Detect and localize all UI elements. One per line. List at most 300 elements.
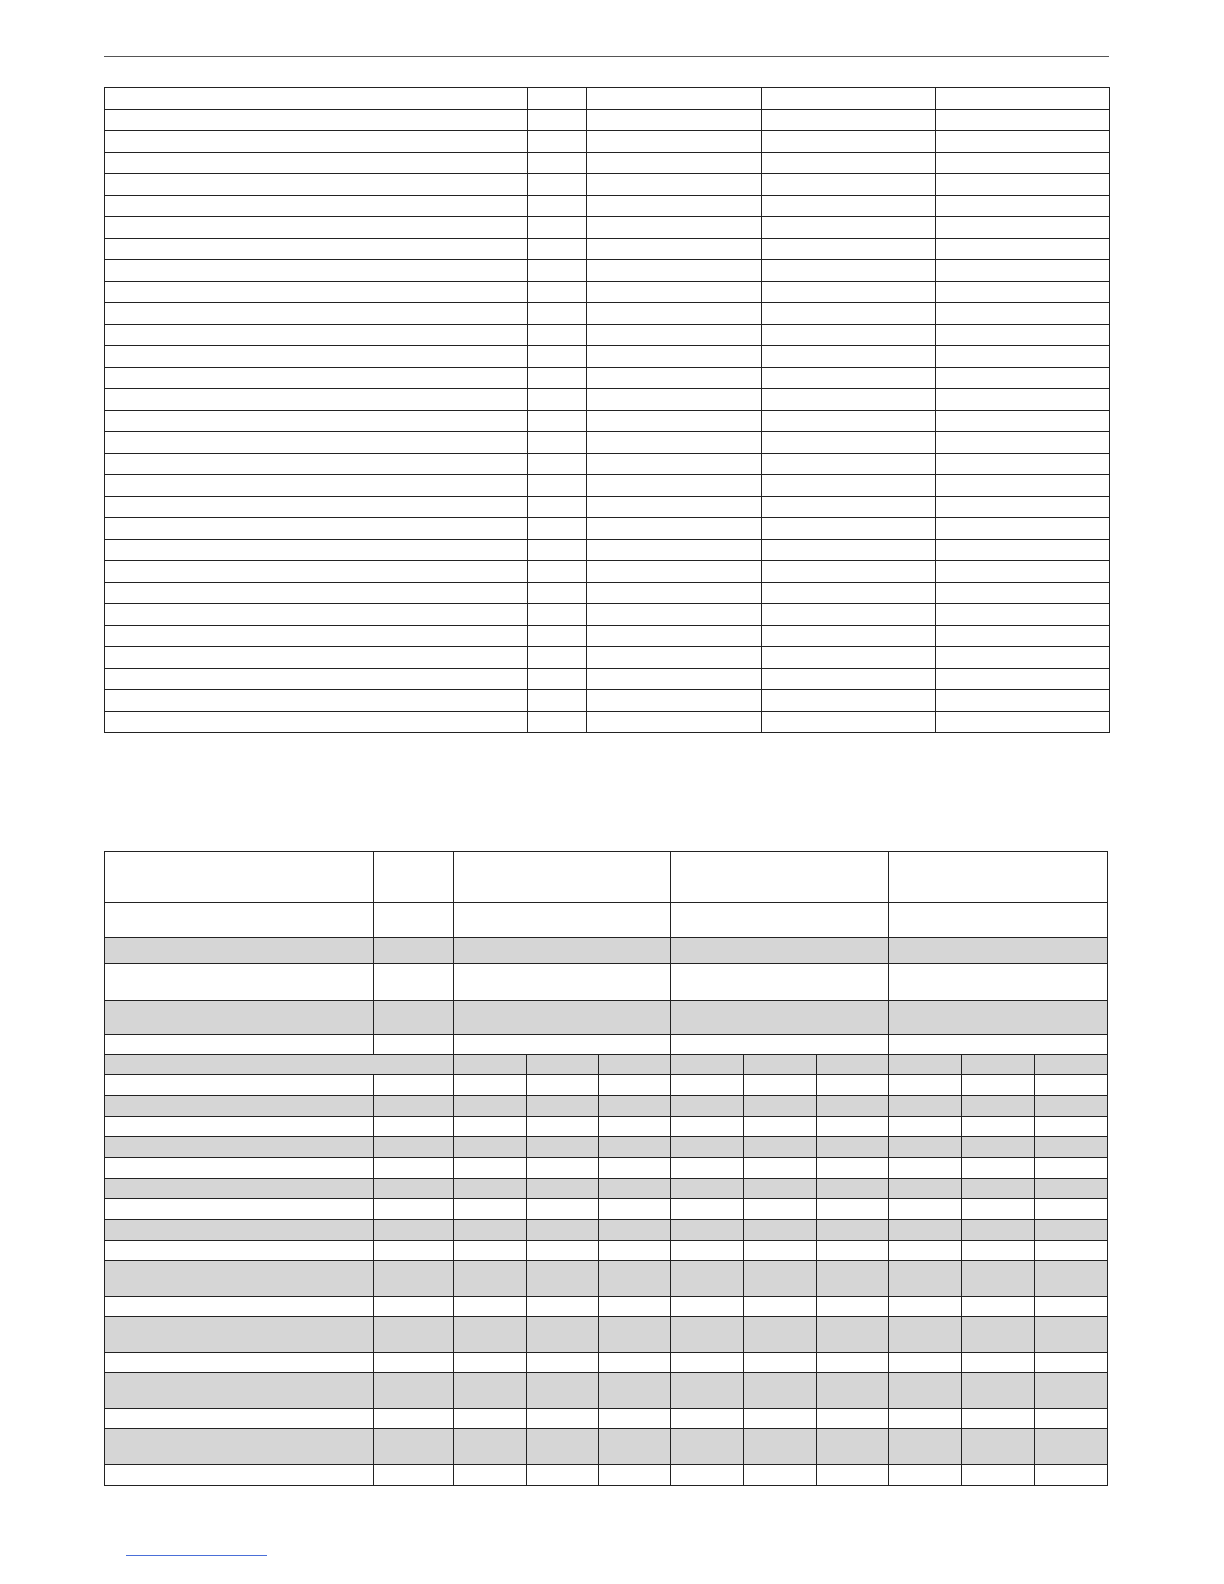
table-row [105,1429,1108,1465]
table-cell [1035,1117,1108,1137]
table-cell [671,1096,744,1117]
table-cell [762,346,936,368]
table-cell [744,1409,817,1429]
table-cell [1035,1220,1108,1241]
table-cell [528,195,587,217]
table-cell [1035,1158,1108,1179]
table-cell [105,1179,374,1199]
table-cell [936,131,1110,153]
table-cell [889,1297,962,1317]
table-cell [527,1096,599,1117]
table-cell [962,1220,1035,1241]
table-cell [374,1409,454,1429]
table-cell [587,174,762,196]
table-cell [528,690,587,712]
table-cell [454,852,671,903]
table-cell [1035,1409,1108,1429]
table-cell [936,88,1110,110]
table-cell [528,604,587,626]
table-cell [105,260,528,282]
table-cell [374,1096,454,1117]
table-cell [936,711,1110,733]
table-cell [744,1317,817,1353]
table-cell [744,1179,817,1199]
table-cell [762,131,936,153]
table-cell [105,1353,374,1373]
table-cell [587,647,762,669]
table-cell [671,1409,744,1429]
table-cell [105,604,528,626]
table-cell [105,152,528,174]
table-row [105,260,1110,282]
table-cell [527,1297,599,1317]
table-cell [105,1035,374,1055]
table-cell [1035,1429,1108,1465]
table-cell [889,1001,1108,1035]
table-cell [817,1220,889,1241]
table-cell [762,88,936,110]
table-cell [599,1179,671,1199]
table-row [105,367,1110,389]
table-cell [762,410,936,432]
table-cell [105,903,374,938]
table-cell [527,1261,599,1297]
table-cell [889,852,1108,903]
table-cell [671,1117,744,1137]
table-cell [762,604,936,626]
table-cell [528,109,587,131]
table-cell [105,346,528,368]
table-cell [105,1117,374,1137]
table-cell [671,1035,889,1055]
table-cell [528,131,587,153]
table-row [105,1373,1108,1409]
table-cell [528,217,587,239]
table-cell [105,238,528,260]
table-cell [1035,1373,1108,1409]
table-cell [454,1429,527,1465]
table-cell [671,964,889,1001]
table-cell [454,1117,527,1137]
table-cell [374,852,454,903]
table-cell [817,1429,889,1465]
table-cell [962,1096,1035,1117]
table-cell [105,496,528,518]
table-cell [817,1199,889,1220]
table-cell [528,625,587,647]
table-cell [105,690,528,712]
table-cell [817,1241,889,1261]
table-cell [587,561,762,583]
table-cell [587,690,762,712]
table-cell [528,238,587,260]
table-cell [889,1465,962,1486]
table-cell [528,324,587,346]
table-row [105,475,1110,497]
table-row [105,324,1110,346]
table-cell [762,668,936,690]
table-cell [528,711,587,733]
table-cell [105,174,528,196]
table-cell [528,260,587,282]
table-cell [599,1317,671,1353]
table-cell [105,475,528,497]
table-cell [936,539,1110,561]
table-cell [587,582,762,604]
table-cell [962,1409,1035,1429]
table-row [105,625,1110,647]
table-cell [374,1117,454,1137]
table-cell [454,1179,527,1199]
table-cell [671,1465,744,1486]
table-cell [528,647,587,669]
table-row [105,432,1110,454]
table-cell [762,647,936,669]
table-cell [599,1373,671,1409]
table-cell [105,1075,374,1096]
table-cell [817,1117,889,1137]
table-cell [105,1409,374,1429]
table-cell [374,938,454,964]
table-cell [587,453,762,475]
table-cell [599,1055,671,1075]
table-cell [599,1261,671,1297]
table-cell [762,152,936,174]
table-cell [817,1179,889,1199]
table-cell [105,1465,374,1486]
table-cell [527,1373,599,1409]
table-row [105,964,1108,1001]
table-cell [587,475,762,497]
table-cell [374,1199,454,1220]
table-cell [454,1353,527,1373]
table-cell [962,1241,1035,1261]
table-cell [105,1001,374,1035]
table-cell [374,1465,454,1486]
table-cell [454,1096,527,1117]
table-row [105,852,1108,903]
table-cell [762,475,936,497]
table-row [105,1117,1108,1137]
table-cell [454,1001,671,1035]
table-cell [454,1199,527,1220]
table-cell [889,1075,962,1096]
table-cell [105,389,528,411]
table-cell [105,964,374,1001]
table-cell [599,1117,671,1137]
table-cell [1035,1297,1108,1317]
table-cell [587,324,762,346]
table-cell [889,1096,962,1117]
table-cell [528,389,587,411]
table-cell [962,1317,1035,1353]
table-cell [587,109,762,131]
table-row [105,1297,1108,1317]
table-cell [671,1055,744,1075]
table-row [105,1353,1108,1373]
table-cell [762,582,936,604]
table-cell [374,1075,454,1096]
table-cell [744,1373,817,1409]
table-cell [744,1158,817,1179]
table-cell [105,647,528,669]
table-row [105,1075,1108,1096]
table-cell [587,410,762,432]
table-cell [671,1158,744,1179]
table-cell [105,410,528,432]
table-cell [936,582,1110,604]
table-cell [817,1353,889,1373]
table-cell [587,260,762,282]
table-cell [671,1179,744,1199]
header-rule [104,56,1109,57]
table-cell [671,1373,744,1409]
table-cell [744,1429,817,1465]
table-cell [527,1429,599,1465]
table-cell [528,432,587,454]
table-cell [374,1179,454,1199]
table-cell [936,109,1110,131]
table-cell [762,711,936,733]
table-cell [762,453,936,475]
table-cell [454,964,671,1001]
table-cell [105,1199,374,1220]
table-row [105,281,1110,303]
table-cell [587,281,762,303]
table-cell [528,174,587,196]
table-cell [587,518,762,540]
table-cell [817,1055,889,1075]
table-cell [528,453,587,475]
table-cell [962,1429,1035,1465]
table-row [105,174,1110,196]
table-cell [936,152,1110,174]
table-cell [599,1075,671,1096]
table-cell [454,1137,527,1158]
table-cell [599,1241,671,1261]
table-cell [817,1297,889,1317]
table-cell [105,938,374,964]
table-row [105,410,1110,432]
table-cell [105,1261,374,1297]
table-cell [528,582,587,604]
table-cell [889,1373,962,1409]
table-row [105,582,1110,604]
table-cell [587,432,762,454]
table-row [105,1137,1108,1158]
table-cell [936,303,1110,325]
table-cell [936,690,1110,712]
table-cell [889,1055,962,1075]
table-row [105,1179,1108,1199]
table-cell [889,1241,962,1261]
table-cell [528,367,587,389]
table-cell [599,1137,671,1158]
table-row [105,1465,1108,1486]
table-cell [762,690,936,712]
table-cell [105,518,528,540]
table-cell [527,1199,599,1220]
table-cell [762,260,936,282]
table-row [105,938,1108,964]
table-cell [962,1158,1035,1179]
table-cell [528,410,587,432]
table-cell [454,1158,527,1179]
table-row [105,1409,1108,1429]
table-cell [962,1117,1035,1137]
table-cell [599,1353,671,1373]
table-cell [1035,1317,1108,1353]
table-row [105,604,1110,626]
table-cell [374,1353,454,1373]
table-cell [105,1096,374,1117]
table-cell [936,432,1110,454]
table-row [105,217,1110,239]
table-cell [599,1429,671,1465]
table-row [105,389,1110,411]
table-cell [105,1317,374,1353]
table-cell [671,903,889,938]
table-cell [889,964,1108,1001]
footer-link-underline[interactable] [126,1555,267,1556]
table-cell [599,1297,671,1317]
table-cell [762,238,936,260]
table-cell [936,346,1110,368]
table-cell [587,711,762,733]
table-cell [936,475,1110,497]
table-cell [671,1317,744,1353]
table-row [105,1096,1108,1117]
table-row [105,1055,1108,1075]
table-cell [454,938,671,964]
table-cell [105,1373,374,1409]
table-cell [817,1373,889,1409]
table-cell [889,1429,962,1465]
table-cell [105,668,528,690]
table-cell [454,1220,527,1241]
table-cell [454,903,671,938]
table-cell [744,1353,817,1373]
table-row [105,561,1110,583]
table-cell [105,1158,374,1179]
table-cell [762,496,936,518]
table-cell [762,367,936,389]
table-cell [374,1317,454,1353]
table-cell [105,217,528,239]
table-cell [1035,1241,1108,1261]
table-cell [936,625,1110,647]
table-cell [889,1179,962,1199]
table-cell [587,131,762,153]
table-cell [527,1220,599,1241]
table-cell [374,1297,454,1317]
table-row [105,647,1110,669]
table-cell [1035,1137,1108,1158]
table-cell [744,1199,817,1220]
table-cell [527,1117,599,1137]
table-cell [527,1158,599,1179]
table-cell [587,195,762,217]
table-row [105,453,1110,475]
table-row [105,668,1110,690]
table-cell [105,195,528,217]
table-cell [527,1409,599,1429]
table-cell [762,389,936,411]
table-cell [817,1409,889,1429]
table-cell [671,1353,744,1373]
table-cell [1035,1465,1108,1486]
table-cell [527,1353,599,1373]
table-cell [105,324,528,346]
table-cell [889,1199,962,1220]
table-cell [936,217,1110,239]
table-cell [936,260,1110,282]
table-cell [817,1096,889,1117]
table-cell [817,1158,889,1179]
blank-grid-table [104,87,1110,733]
table-cell [587,496,762,518]
table-cell [936,561,1110,583]
table-cell [528,496,587,518]
table-cell [936,281,1110,303]
table-cell [962,1137,1035,1158]
table-cell [962,1199,1035,1220]
table-cell [744,1137,817,1158]
table-cell [105,1241,374,1261]
table-cell [374,1001,454,1035]
table-cell [936,647,1110,669]
table-cell [599,1220,671,1241]
table-cell [889,1158,962,1179]
table-cell [527,1179,599,1199]
table-cell [889,1137,962,1158]
table-cell [599,1409,671,1429]
table-cell [962,1179,1035,1199]
table-cell [105,367,528,389]
table-cell [587,217,762,239]
table-cell [762,432,936,454]
table-cell [527,1137,599,1158]
table-cell [936,389,1110,411]
table-cell [671,1261,744,1297]
table-cell [528,346,587,368]
blank-form-table [104,851,1108,1486]
table-cell [587,604,762,626]
table-cell [936,174,1110,196]
table-cell [528,88,587,110]
table-cell [962,1075,1035,1096]
table-cell [962,1465,1035,1486]
table-cell [587,346,762,368]
table-cell [105,625,528,647]
table-cell [1035,1055,1108,1075]
table-cell [936,324,1110,346]
table-cell [454,1297,527,1317]
table-cell [762,625,936,647]
table-cell [454,1055,527,1075]
table-cell [105,109,528,131]
table-cell [889,1261,962,1297]
table-cell [528,281,587,303]
table-cell [105,1429,374,1465]
table-cell [105,88,528,110]
table-row [105,1241,1108,1261]
table-cell [962,1297,1035,1317]
table-cell [105,1220,374,1241]
table-cell [374,1220,454,1241]
table-row [105,496,1110,518]
table-cell [671,1001,889,1035]
